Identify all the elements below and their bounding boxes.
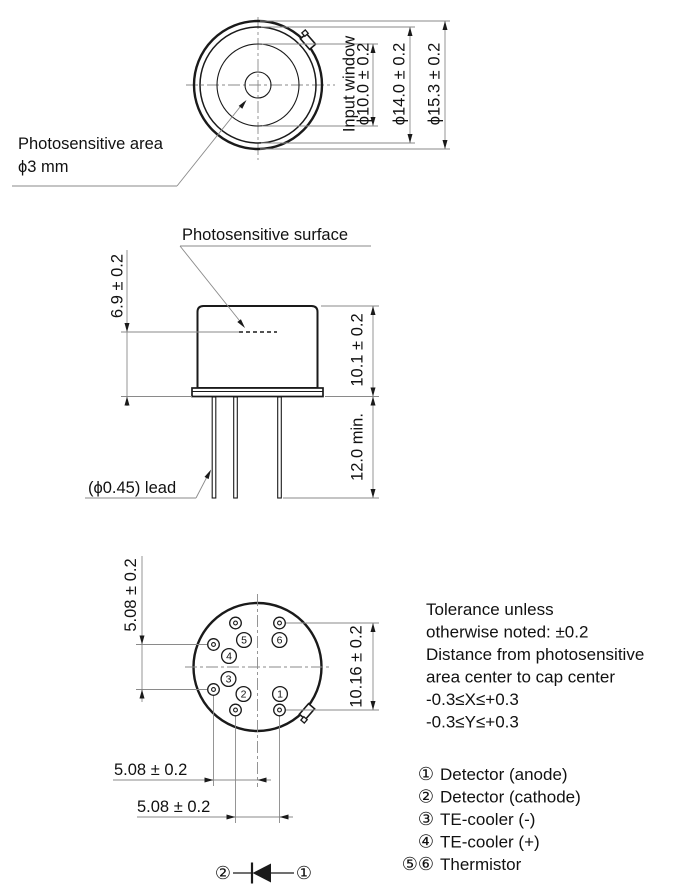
note-line: area center to cap center	[426, 667, 616, 687]
photosensitive-area-size: ϕ3 mm	[18, 158, 69, 176]
arrowhead	[408, 134, 413, 143]
pin-number	[236, 687, 251, 702]
svg-text:3: 3	[225, 673, 232, 686]
pin-number	[273, 687, 288, 702]
dim-bottom-pitch-2	[137, 798, 293, 820]
lead	[234, 397, 238, 498]
pin	[208, 684, 220, 696]
pin	[208, 639, 220, 651]
pin	[274, 617, 286, 629]
legend-item	[418, 764, 568, 784]
photosensitive-area-label: Photosensitive area	[18, 135, 163, 153]
svg-text:4: 4	[226, 650, 232, 663]
legend-label: Detector (anode)	[440, 765, 568, 784]
dim-row-span	[286, 623, 379, 710]
arrowhead	[280, 815, 289, 820]
arrowhead	[371, 489, 376, 498]
surface-height-dim-text: 6.9 ± 0.2	[108, 253, 127, 319]
pin-number	[221, 672, 236, 687]
tolerance-notes	[426, 600, 644, 732]
input-window-label: Input window	[340, 35, 359, 133]
dim-bottom-pitch-1	[113, 761, 271, 783]
cathode-pin-symbol: ②	[214, 862, 232, 883]
row-span-dim-text: 10.16 ± 0.2	[347, 625, 366, 708]
pin	[230, 704, 242, 716]
arrowhead	[371, 701, 376, 710]
arrowhead	[443, 21, 448, 30]
arrowhead	[140, 636, 145, 645]
pin-number	[222, 649, 237, 664]
side-view	[85, 226, 379, 498]
arrowhead	[205, 778, 214, 783]
cap-height-dim-text: 10.1 ± 0.2	[348, 313, 367, 387]
pin	[274, 704, 286, 716]
legend-item	[402, 854, 522, 874]
arrowhead	[371, 623, 376, 632]
diode-triangle	[253, 864, 272, 883]
lead	[212, 397, 216, 498]
arrowhead	[140, 690, 145, 699]
legend-symbol: ①	[417, 764, 434, 784]
note-line: -0.3≤Y≤+0.3	[426, 712, 519, 732]
legend-label: TE-cooler (+)	[440, 832, 540, 852]
surface-label: Photosensitive surface	[182, 226, 349, 244]
arrowhead	[371, 306, 376, 315]
arrowhead	[125, 397, 130, 406]
lead-callout	[85, 470, 211, 498]
svg-text:2: 2	[240, 688, 247, 701]
lead-label: (ϕ0.45) lead	[88, 479, 177, 497]
top-view	[12, 17, 450, 186]
dim-lead-length	[283, 397, 379, 499]
legend-symbol: ③	[417, 809, 434, 829]
legend-label: TE-cooler (-)	[440, 810, 536, 829]
diode-polarity-symbol	[215, 863, 312, 884]
note-line: Distance from photosensitive	[426, 645, 645, 664]
anode-pin-symbol: ①	[295, 862, 313, 883]
svg-text:6: 6	[276, 634, 283, 647]
legend-symbol: ②	[417, 786, 434, 807]
note-line: -0.3≤X≤+0.3	[426, 690, 519, 709]
pin-column-lines	[214, 696, 280, 823]
input-window-dim-text: ϕ10.0 ± 0.2	[354, 42, 373, 126]
arrowhead	[371, 397, 376, 406]
pin-legend	[402, 764, 581, 874]
arrowhead	[371, 388, 376, 397]
legend-item	[418, 832, 540, 852]
note-line: Tolerance unless	[426, 600, 554, 619]
bottom-pitch-1-text: 5.08 ± 0.2	[114, 761, 188, 779]
arrowhead	[205, 470, 212, 480]
arrowhead	[125, 323, 130, 332]
arrowhead	[408, 27, 413, 36]
svg-text:5: 5	[241, 634, 247, 647]
pin-number	[237, 633, 252, 648]
flange-dim-text: ϕ15.3 ± 0.2	[425, 42, 444, 126]
center-lines	[186, 17, 335, 160]
legend-symbol: ④	[417, 831, 434, 852]
lead	[278, 397, 282, 498]
legend-item	[418, 787, 581, 807]
dim-cap-height	[321, 306, 379, 397]
lead-length-dim-text: 12.0 min.	[348, 413, 367, 481]
arrowhead	[443, 140, 448, 149]
pin	[230, 617, 242, 629]
bottom-view	[113, 556, 379, 823]
legend-symbol: ⑤⑥	[401, 854, 434, 874]
arrowhead	[227, 815, 236, 820]
arrowhead	[258, 778, 267, 783]
note-line: otherwise noted: ±0.2	[426, 622, 589, 642]
legend-item	[418, 809, 536, 829]
left-pitch-dim-text: 5.08 ± 0.2	[121, 558, 140, 632]
flange	[192, 388, 323, 397]
svg-text:1: 1	[277, 688, 283, 701]
cap-dim-text: ϕ14.0 ± 0.2	[390, 42, 409, 126]
legend-label: Detector (cathode)	[440, 787, 581, 807]
photosensitive-area-callout	[12, 100, 247, 186]
bottom-pitch-2-text: 5.08 ± 0.2	[137, 798, 211, 816]
can-body	[198, 306, 318, 388]
pin-number	[272, 633, 287, 648]
index-tab-bottom	[297, 704, 316, 723]
legend-label: Thermistor	[440, 855, 522, 874]
